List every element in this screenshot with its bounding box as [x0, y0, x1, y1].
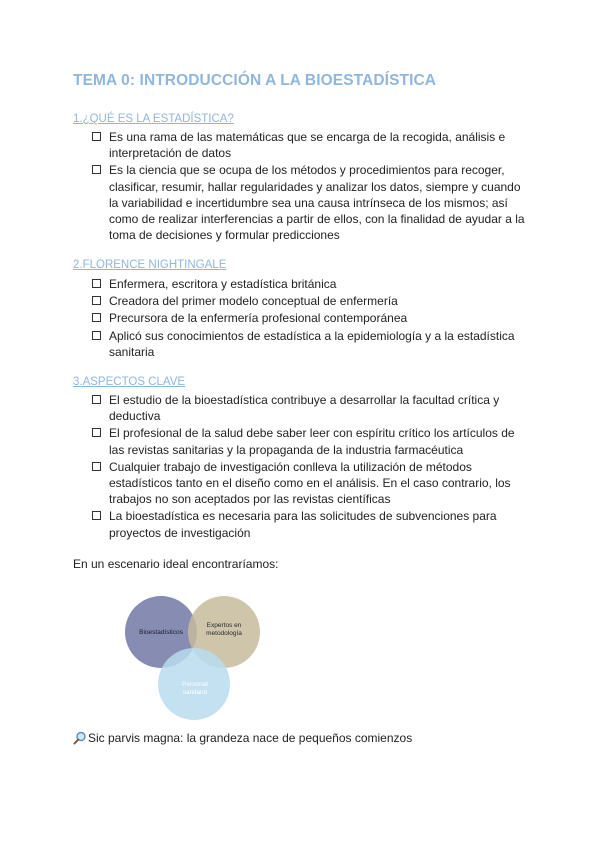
section-list-key-aspects [92, 392, 532, 542]
checkbox[interactable] [92, 511, 101, 520]
list-item: Enfermera, escritora y estadística británica [92, 276, 532, 292]
venn-label-methodology-1: Expertos en [206, 622, 242, 629]
venn-label-health-staff-2: sanitario [182, 689, 208, 696]
section-heading-nightingale: 2.FLORENCE NIGHTINGALE [73, 259, 227, 271]
venn-label-health-staff-1: Personal [182, 681, 208, 688]
checkbox[interactable] [92, 331, 101, 340]
quote-text: Sic parvis magna: la grandeza nace de pequeños comienzos [88, 731, 413, 745]
list-item: La bioestadística es necesaria para las solicitudes de subvenciones para proyectos de investigación [92, 508, 532, 540]
checkbox[interactable] [92, 132, 101, 141]
venn-label-statisticians: Bioestadísticos [139, 629, 183, 636]
magnifier-icon [73, 731, 87, 745]
checkbox[interactable] [92, 279, 101, 288]
section-list-statistics [92, 129, 532, 244]
list-item: Cualquier trabajo de investigación conlleva la utilización de métodos estadísticos tanto en el diseño como en el análisis. En el caso contrario, los trabajos no son aceptados por las revistas científicas [92, 459, 532, 508]
section-heading-statistics: 1.¿QUÉ ES LA ESTADÍSTICA? [73, 113, 234, 125]
scenario-text: En un escenario ideal encontraríamos: [73, 557, 279, 571]
list-item: El profesional de la salud debe saber leer con espíritu crítico los artículos de las revistas sanitarias y la propaganda de la industria farmacéutica [92, 425, 532, 457]
checkbox[interactable] [92, 395, 101, 404]
closing-quote [73, 731, 412, 745]
section-list-nightingale [92, 276, 532, 361]
list-item: Es la ciencia que se ocupa de los métodos y procedimientos para recoger, clasificar, resumir, hallar regularidades y analizar los datos, siempre y cuando la variabilidad e incertidumbre sea una causa intrínseca de los mismos; así como de realizar interferencias a partir de ellos, con la finalidad de ayudar a la toma de decisiones y formular predicciones [92, 162, 532, 243]
list-item: El estudio de la bioestadística contribuye a desarrollar la facultad crítica y deductiva [92, 392, 532, 424]
list-item: Es una rama de las matemáticas que se encarga de la recogida, análisis e interpretación de datos [92, 129, 532, 161]
list-item: Precursora de la enfermería profesional contemporánea [92, 310, 532, 326]
checkbox[interactable] [92, 296, 101, 305]
page-title: TEMA 0: INTRODUCCIÓN A LA BIOESTADÍSTICA [73, 72, 437, 89]
checkbox[interactable] [92, 428, 101, 437]
checkbox[interactable] [92, 462, 101, 471]
venn-label-methodology-2: metodología [206, 630, 242, 637]
checkbox[interactable] [92, 165, 101, 174]
section-heading-key-aspects: 3.ASPECTOS CLAVE [73, 376, 186, 388]
list-item: Aplicó sus conocimientos de estadística a la epidemiología y a la estadística sanitaria [92, 328, 532, 360]
list-item: Creadora del primer modelo conceptual de enfermería [92, 293, 532, 309]
checkbox[interactable] [92, 313, 101, 322]
venn-diagram [120, 592, 270, 724]
